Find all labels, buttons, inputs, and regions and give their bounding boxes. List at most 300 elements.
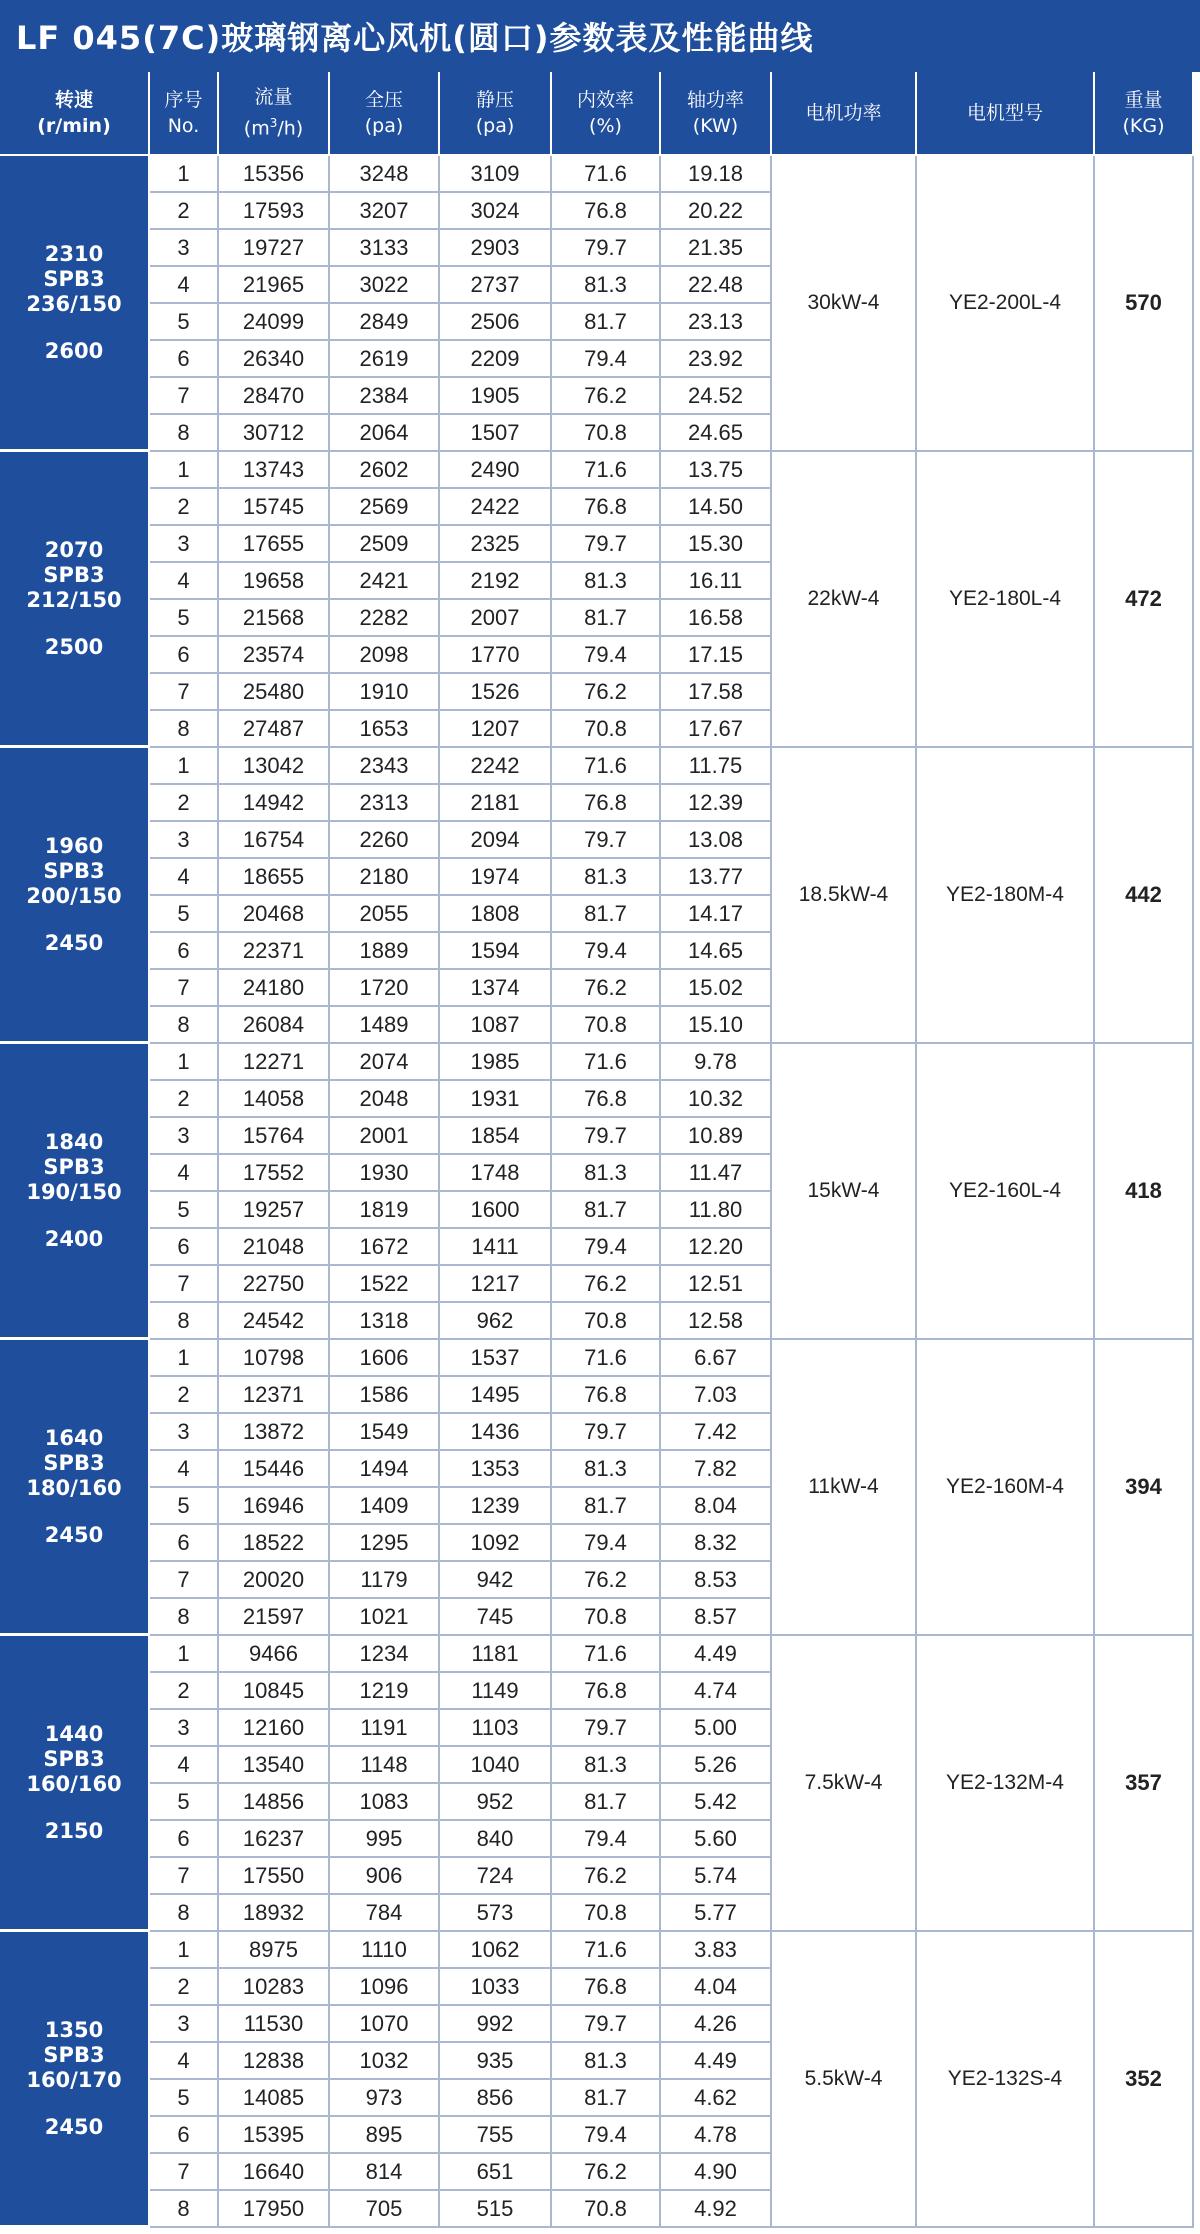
speed-group-cell	[0, 1636, 150, 1932]
shaft-power-cell: 12.20	[661, 1229, 772, 1266]
flow-cell: 18932	[219, 1895, 330, 1932]
shaft-power-cell: 14.17	[661, 896, 772, 933]
shaft-power-cell: 23.13	[661, 304, 772, 341]
total-pressure-cell: 2421	[330, 563, 440, 600]
efficiency-cell: 79.4	[552, 637, 661, 674]
efficiency-cell: 79.7	[552, 1710, 661, 1747]
total-pressure-cell: 1522	[330, 1266, 440, 1303]
static-pressure-cell: 942	[440, 1562, 552, 1599]
total-pressure-cell: 3133	[330, 230, 440, 267]
flow-cell: 18522	[219, 1525, 330, 1562]
static-pressure-cell: 1087	[440, 1007, 552, 1044]
flow-cell: 28470	[219, 378, 330, 415]
row-no: 6	[150, 341, 219, 378]
row-no: 3	[150, 230, 219, 267]
speed-extra: 2600	[44, 338, 104, 363]
efficiency-cell: 76.8	[552, 1377, 661, 1414]
flow-cell: 14085	[219, 2080, 330, 2117]
efficiency-cell: 70.8	[552, 415, 661, 452]
shaft-power-cell: 5.42	[661, 1784, 772, 1821]
static-pressure-cell: 2422	[440, 489, 552, 526]
shaft-power-cell: 8.04	[661, 1488, 772, 1525]
efficiency-cell: 71.6	[552, 156, 661, 193]
row-no: 2	[150, 1969, 219, 2006]
shaft-power-cell: 15.30	[661, 526, 772, 563]
speed-group-cell	[0, 1044, 150, 1340]
shaft-power-cell: 4.49	[661, 2043, 772, 2080]
efficiency-cell: 76.2	[552, 1562, 661, 1599]
flow-cell: 15356	[219, 156, 330, 193]
motor-model-cell: YE2-132M-4	[917, 1636, 1095, 1932]
static-pressure-cell: 2506	[440, 304, 552, 341]
total-pressure-cell: 705	[330, 2191, 440, 2228]
shaft-power-cell: 7.82	[661, 1451, 772, 1488]
motor-power-cell: 7.5kW-4	[772, 1636, 917, 1932]
static-pressure-cell: 1905	[440, 378, 552, 415]
speed-group-cell	[0, 748, 150, 1044]
shaft-power-cell: 17.15	[661, 637, 772, 674]
row-no: 5	[150, 1784, 219, 1821]
shaft-power-cell: 11.80	[661, 1192, 772, 1229]
static-pressure-cell: 856	[440, 2080, 552, 2117]
total-pressure-cell: 1110	[330, 1932, 440, 1969]
speed-extra: 2450	[44, 930, 104, 955]
row-no: 3	[150, 1710, 219, 1747]
static-pressure-cell: 1495	[440, 1377, 552, 1414]
efficiency-cell: 81.7	[552, 1784, 661, 1821]
efficiency-cell: 79.7	[552, 2006, 661, 2043]
speed-belt: SPB3	[43, 1154, 105, 1179]
motor-model-cell: YE2-180L-4	[917, 452, 1095, 748]
efficiency-cell: 81.7	[552, 896, 661, 933]
efficiency-cell: 81.7	[552, 304, 661, 341]
total-pressure-cell: 1021	[330, 1599, 440, 1636]
total-pressure-cell: 2313	[330, 785, 440, 822]
col-header-speed: 转速 (r/min)	[0, 72, 150, 156]
row-no: 4	[150, 1155, 219, 1192]
flow-cell: 24180	[219, 970, 330, 1007]
speed-pulley: 200/150	[26, 883, 122, 908]
flow-cell: 22750	[219, 1266, 330, 1303]
efficiency-cell: 71.6	[552, 452, 661, 489]
static-pressure-cell: 1770	[440, 637, 552, 674]
total-pressure-cell: 1295	[330, 1525, 440, 1562]
motor-power-cell: 15kW-4	[772, 1044, 917, 1340]
static-pressure-cell: 2181	[440, 785, 552, 822]
shaft-power-cell: 14.65	[661, 933, 772, 970]
table-body	[0, 156, 1194, 2228]
efficiency-cell: 81.3	[552, 2043, 661, 2080]
flow-cell: 17552	[219, 1155, 330, 1192]
speed-pulley: 236/150	[26, 291, 122, 316]
row-no: 6	[150, 933, 219, 970]
col-header-no: 序号 No.	[150, 72, 219, 156]
shaft-power-cell: 4.62	[661, 2080, 772, 2117]
static-pressure-cell: 755	[440, 2117, 552, 2154]
col-header-total-pressure: 全压 (pa)	[330, 72, 440, 156]
static-pressure-cell: 1092	[440, 1525, 552, 1562]
total-pressure-cell: 973	[330, 2080, 440, 2117]
total-pressure-cell: 3207	[330, 193, 440, 230]
static-pressure-cell: 1062	[440, 1932, 552, 1969]
flow-cell: 12838	[219, 2043, 330, 2080]
total-pressure-cell: 1910	[330, 674, 440, 711]
total-pressure-cell: 2602	[330, 452, 440, 489]
efficiency-cell: 71.6	[552, 1044, 661, 1081]
row-no: 6	[150, 637, 219, 674]
total-pressure-cell: 814	[330, 2154, 440, 2191]
shaft-power-cell: 7.42	[661, 1414, 772, 1451]
efficiency-cell: 71.6	[552, 1932, 661, 1969]
efficiency-cell: 79.7	[552, 1118, 661, 1155]
table-row	[0, 1932, 1194, 1969]
total-pressure-cell: 1653	[330, 711, 440, 748]
static-pressure-cell: 2242	[440, 748, 552, 785]
efficiency-cell: 81.3	[552, 1747, 661, 1784]
total-pressure-cell: 1234	[330, 1636, 440, 1673]
col-header-motor-power: 电机功率	[772, 72, 917, 156]
shaft-power-cell: 23.92	[661, 341, 772, 378]
efficiency-cell: 76.8	[552, 193, 661, 230]
col-header-efficiency: 内效率 (%)	[552, 72, 661, 156]
total-pressure-cell: 2064	[330, 415, 440, 452]
weight-cell: 394	[1095, 1340, 1194, 1636]
total-pressure-cell: 1489	[330, 1007, 440, 1044]
total-pressure-cell: 2509	[330, 526, 440, 563]
efficiency-cell: 81.3	[552, 1451, 661, 1488]
shaft-power-cell: 12.58	[661, 1303, 772, 1340]
total-pressure-cell: 1549	[330, 1414, 440, 1451]
static-pressure-cell: 962	[440, 1303, 552, 1340]
static-pressure-cell: 724	[440, 1858, 552, 1895]
static-pressure-cell: 1854	[440, 1118, 552, 1155]
motor-power-cell: 30kW-4	[772, 156, 917, 452]
static-pressure-cell: 1507	[440, 415, 552, 452]
flow-cell: 9466	[219, 1636, 330, 1673]
flow-cell: 14058	[219, 1081, 330, 1118]
total-pressure-cell: 2343	[330, 748, 440, 785]
row-no: 1	[150, 1636, 219, 1673]
row-no: 8	[150, 1599, 219, 1636]
motor-model-cell: YE2-160M-4	[917, 1340, 1095, 1636]
row-no: 3	[150, 822, 219, 859]
static-pressure-cell: 2490	[440, 452, 552, 489]
col-header-weight: 重量 (KG)	[1095, 72, 1194, 156]
static-pressure-cell: 952	[440, 1784, 552, 1821]
efficiency-cell: 81.3	[552, 1155, 661, 1192]
static-pressure-cell: 935	[440, 2043, 552, 2080]
efficiency-cell: 79.4	[552, 1525, 661, 1562]
motor-power-cell: 22kW-4	[772, 452, 917, 748]
total-pressure-cell: 1083	[330, 1784, 440, 1821]
flow-cell: 12371	[219, 1377, 330, 1414]
shaft-power-cell: 11.47	[661, 1155, 772, 1192]
efficiency-cell: 70.8	[552, 1599, 661, 1636]
row-no: 8	[150, 711, 219, 748]
static-pressure-cell: 1526	[440, 674, 552, 711]
total-pressure-cell: 2055	[330, 896, 440, 933]
static-pressure-cell: 2209	[440, 341, 552, 378]
flow-cell: 20468	[219, 896, 330, 933]
total-pressure-cell: 895	[330, 2117, 440, 2154]
total-pressure-cell: 995	[330, 1821, 440, 1858]
speed-rpm: 1440	[44, 1721, 104, 1746]
flow-cell: 16237	[219, 1821, 330, 1858]
shaft-power-cell: 12.51	[661, 1266, 772, 1303]
motor-model-cell: YE2-180M-4	[917, 748, 1095, 1044]
shaft-power-cell: 16.58	[661, 600, 772, 637]
static-pressure-cell: 3024	[440, 193, 552, 230]
efficiency-cell: 76.2	[552, 2154, 661, 2191]
row-no: 4	[150, 859, 219, 896]
shaft-power-cell: 10.89	[661, 1118, 772, 1155]
shaft-power-cell: 17.67	[661, 711, 772, 748]
flow-cell: 8975	[219, 1932, 330, 1969]
speed-extra: 2450	[44, 1522, 104, 1547]
efficiency-cell: 81.7	[552, 1192, 661, 1229]
row-no: 1	[150, 1044, 219, 1081]
row-no: 5	[150, 2080, 219, 2117]
efficiency-cell: 81.7	[552, 600, 661, 637]
shaft-power-cell: 20.22	[661, 193, 772, 230]
static-pressure-cell: 2903	[440, 230, 552, 267]
flow-cell: 21965	[219, 267, 330, 304]
speed-extra: 2450	[44, 2114, 104, 2139]
row-no: 3	[150, 1414, 219, 1451]
row-no: 1	[150, 156, 219, 193]
efficiency-cell: 76.8	[552, 1673, 661, 1710]
efficiency-cell: 81.3	[552, 267, 661, 304]
col-header-static-pressure: 静压 (pa)	[440, 72, 552, 156]
efficiency-cell: 71.6	[552, 748, 661, 785]
total-pressure-cell: 1219	[330, 1673, 440, 1710]
total-pressure-cell: 2849	[330, 304, 440, 341]
shaft-power-cell: 6.67	[661, 1340, 772, 1377]
row-no: 6	[150, 2117, 219, 2154]
static-pressure-cell: 1181	[440, 1636, 552, 1673]
flow-cell: 23574	[219, 637, 330, 674]
efficiency-cell: 70.8	[552, 1007, 661, 1044]
shaft-power-cell: 21.35	[661, 230, 772, 267]
static-pressure-cell: 1207	[440, 711, 552, 748]
total-pressure-cell: 2180	[330, 859, 440, 896]
flow-cell: 10845	[219, 1673, 330, 1710]
row-no: 5	[150, 1488, 219, 1525]
efficiency-cell: 81.7	[552, 1488, 661, 1525]
speed-group-cell	[0, 452, 150, 748]
shaft-power-cell: 3.83	[661, 1932, 772, 1969]
row-no: 7	[150, 2154, 219, 2191]
static-pressure-cell: 2737	[440, 267, 552, 304]
speed-belt: SPB3	[43, 266, 105, 291]
total-pressure-cell: 1148	[330, 1747, 440, 1784]
flow-cell: 17950	[219, 2191, 330, 2228]
flow-cell: 14942	[219, 785, 330, 822]
total-pressure-cell: 2001	[330, 1118, 440, 1155]
flow-cell: 10798	[219, 1340, 330, 1377]
row-no: 2	[150, 1081, 219, 1118]
flow-cell: 17655	[219, 526, 330, 563]
page-title: LF 045(7C)玻璃钢离心风机(圆口)参数表及性能曲线	[0, 0, 1200, 72]
row-no: 5	[150, 600, 219, 637]
row-no: 4	[150, 563, 219, 600]
efficiency-cell: 81.3	[552, 563, 661, 600]
flow-cell: 24099	[219, 304, 330, 341]
total-pressure-cell: 1318	[330, 1303, 440, 1340]
row-no: 7	[150, 1858, 219, 1895]
efficiency-cell: 76.8	[552, 1081, 661, 1118]
speed-rpm: 1640	[44, 1425, 104, 1450]
static-pressure-cell: 992	[440, 2006, 552, 2043]
col-header-motor-model: 电机型号	[917, 72, 1095, 156]
static-pressure-cell: 1600	[440, 1192, 552, 1229]
row-no: 2	[150, 785, 219, 822]
row-no: 6	[150, 1821, 219, 1858]
motor-power-cell: 5.5kW-4	[772, 1932, 917, 2228]
shaft-power-cell: 10.32	[661, 1081, 772, 1118]
speed-pulley: 190/150	[26, 1179, 122, 1204]
row-no: 6	[150, 1229, 219, 1266]
shaft-power-cell: 11.75	[661, 748, 772, 785]
static-pressure-cell: 651	[440, 2154, 552, 2191]
efficiency-cell: 70.8	[552, 2191, 661, 2228]
static-pressure-cell: 745	[440, 1599, 552, 1636]
weight-cell: 357	[1095, 1636, 1194, 1932]
flow-cell: 25480	[219, 674, 330, 711]
efficiency-cell: 79.7	[552, 230, 661, 267]
flow-cell: 21597	[219, 1599, 330, 1636]
row-no: 1	[150, 1932, 219, 1969]
row-no: 3	[150, 1118, 219, 1155]
speed-group-cell	[0, 1932, 150, 2228]
shaft-power-cell: 4.74	[661, 1673, 772, 1710]
row-no: 1	[150, 748, 219, 785]
shaft-power-cell: 22.48	[661, 267, 772, 304]
row-no: 3	[150, 2006, 219, 2043]
shaft-power-cell: 5.60	[661, 1821, 772, 1858]
col-header-flow: 流量 $(m^3/h)$	[219, 72, 330, 156]
efficiency-cell: 79.4	[552, 1229, 661, 1266]
efficiency-cell: 81.7	[552, 2080, 661, 2117]
col-header-shaft-power: 轴功率 (KW)	[661, 72, 772, 156]
efficiency-cell: 79.7	[552, 526, 661, 563]
total-pressure-cell: 2098	[330, 637, 440, 674]
flow-cell: 13540	[219, 1747, 330, 1784]
total-pressure-cell: 1586	[330, 1377, 440, 1414]
row-no: 5	[150, 896, 219, 933]
row-no: 2	[150, 1673, 219, 1710]
total-pressure-cell: 2282	[330, 600, 440, 637]
total-pressure-cell: 2074	[330, 1044, 440, 1081]
shaft-power-cell: 12.39	[661, 785, 772, 822]
row-no: 4	[150, 267, 219, 304]
motor-model-cell: YE2-160L-4	[917, 1044, 1095, 1340]
speed-pulley: 212/150	[26, 587, 122, 612]
row-no: 5	[150, 304, 219, 341]
flow-cell: 30712	[219, 415, 330, 452]
total-pressure-cell: 2384	[330, 378, 440, 415]
row-no: 8	[150, 1303, 219, 1340]
weight-cell: 418	[1095, 1044, 1194, 1340]
speed-rpm: 1960	[44, 833, 104, 858]
static-pressure-cell: 840	[440, 1821, 552, 1858]
static-pressure-cell: 1239	[440, 1488, 552, 1525]
total-pressure-cell: 1930	[330, 1155, 440, 1192]
row-no: 2	[150, 1377, 219, 1414]
efficiency-cell: 76.2	[552, 378, 661, 415]
flow-cell: 15745	[219, 489, 330, 526]
row-no: 5	[150, 1192, 219, 1229]
total-pressure-cell: 1179	[330, 1562, 440, 1599]
speed-belt: SPB3	[43, 1746, 105, 1771]
row-no: 7	[150, 970, 219, 1007]
flow-cell: 12160	[219, 1710, 330, 1747]
row-no: 8	[150, 2191, 219, 2228]
flow-cell: 15395	[219, 2117, 330, 2154]
motor-model-cell: YE2-132S-4	[917, 1932, 1095, 2228]
speed-rpm: 1350	[44, 2017, 104, 2042]
table-row	[0, 156, 1194, 193]
flow-cell: 13743	[219, 452, 330, 489]
speed-pulley: 160/160	[26, 1771, 122, 1796]
table-row	[0, 1044, 1194, 1081]
efficiency-cell: 70.8	[552, 711, 661, 748]
flow-cell: 21568	[219, 600, 330, 637]
flow-cell: 18655	[219, 859, 330, 896]
shaft-power-cell: 14.50	[661, 489, 772, 526]
total-pressure-cell: 1720	[330, 970, 440, 1007]
flow-cell: 10283	[219, 1969, 330, 2006]
total-pressure-cell: 1070	[330, 2006, 440, 2043]
total-pressure-cell: 1096	[330, 1969, 440, 2006]
row-no: 1	[150, 1340, 219, 1377]
static-pressure-cell: 1103	[440, 1710, 552, 1747]
shaft-power-cell: 8.32	[661, 1525, 772, 1562]
flow-cell: 27487	[219, 711, 330, 748]
efficiency-cell: 70.8	[552, 1303, 661, 1340]
efficiency-cell: 70.8	[552, 1895, 661, 1932]
static-pressure-cell: 1436	[440, 1414, 552, 1451]
total-pressure-cell: 1606	[330, 1340, 440, 1377]
static-pressure-cell: 1594	[440, 933, 552, 970]
flow-cell: 19257	[219, 1192, 330, 1229]
row-no: 4	[150, 1747, 219, 1784]
flow-cell: 26340	[219, 341, 330, 378]
efficiency-cell: 71.6	[552, 1636, 661, 1673]
static-pressure-cell: 2007	[440, 600, 552, 637]
shaft-power-cell: 19.18	[661, 156, 772, 193]
static-pressure-cell: 1537	[440, 1340, 552, 1377]
flow-cell: 16754	[219, 822, 330, 859]
speed-belt: SPB3	[43, 562, 105, 587]
shaft-power-cell: 5.74	[661, 1858, 772, 1895]
table-row	[0, 452, 1194, 489]
static-pressure-cell: 2094	[440, 822, 552, 859]
total-pressure-cell: 1889	[330, 933, 440, 970]
flow-cell: 15764	[219, 1118, 330, 1155]
speed-extra: 2500	[44, 634, 104, 659]
motor-power-cell: 11kW-4	[772, 1340, 917, 1636]
flow-cell: 16640	[219, 2154, 330, 2191]
shaft-power-cell: 15.10	[661, 1007, 772, 1044]
total-pressure-cell: 1672	[330, 1229, 440, 1266]
efficiency-cell: 76.8	[552, 489, 661, 526]
shaft-power-cell: 8.53	[661, 1562, 772, 1599]
total-pressure-cell: 1819	[330, 1192, 440, 1229]
static-pressure-cell: 515	[440, 2191, 552, 2228]
static-pressure-cell: 1040	[440, 1747, 552, 1784]
flow-cell: 20020	[219, 1562, 330, 1599]
